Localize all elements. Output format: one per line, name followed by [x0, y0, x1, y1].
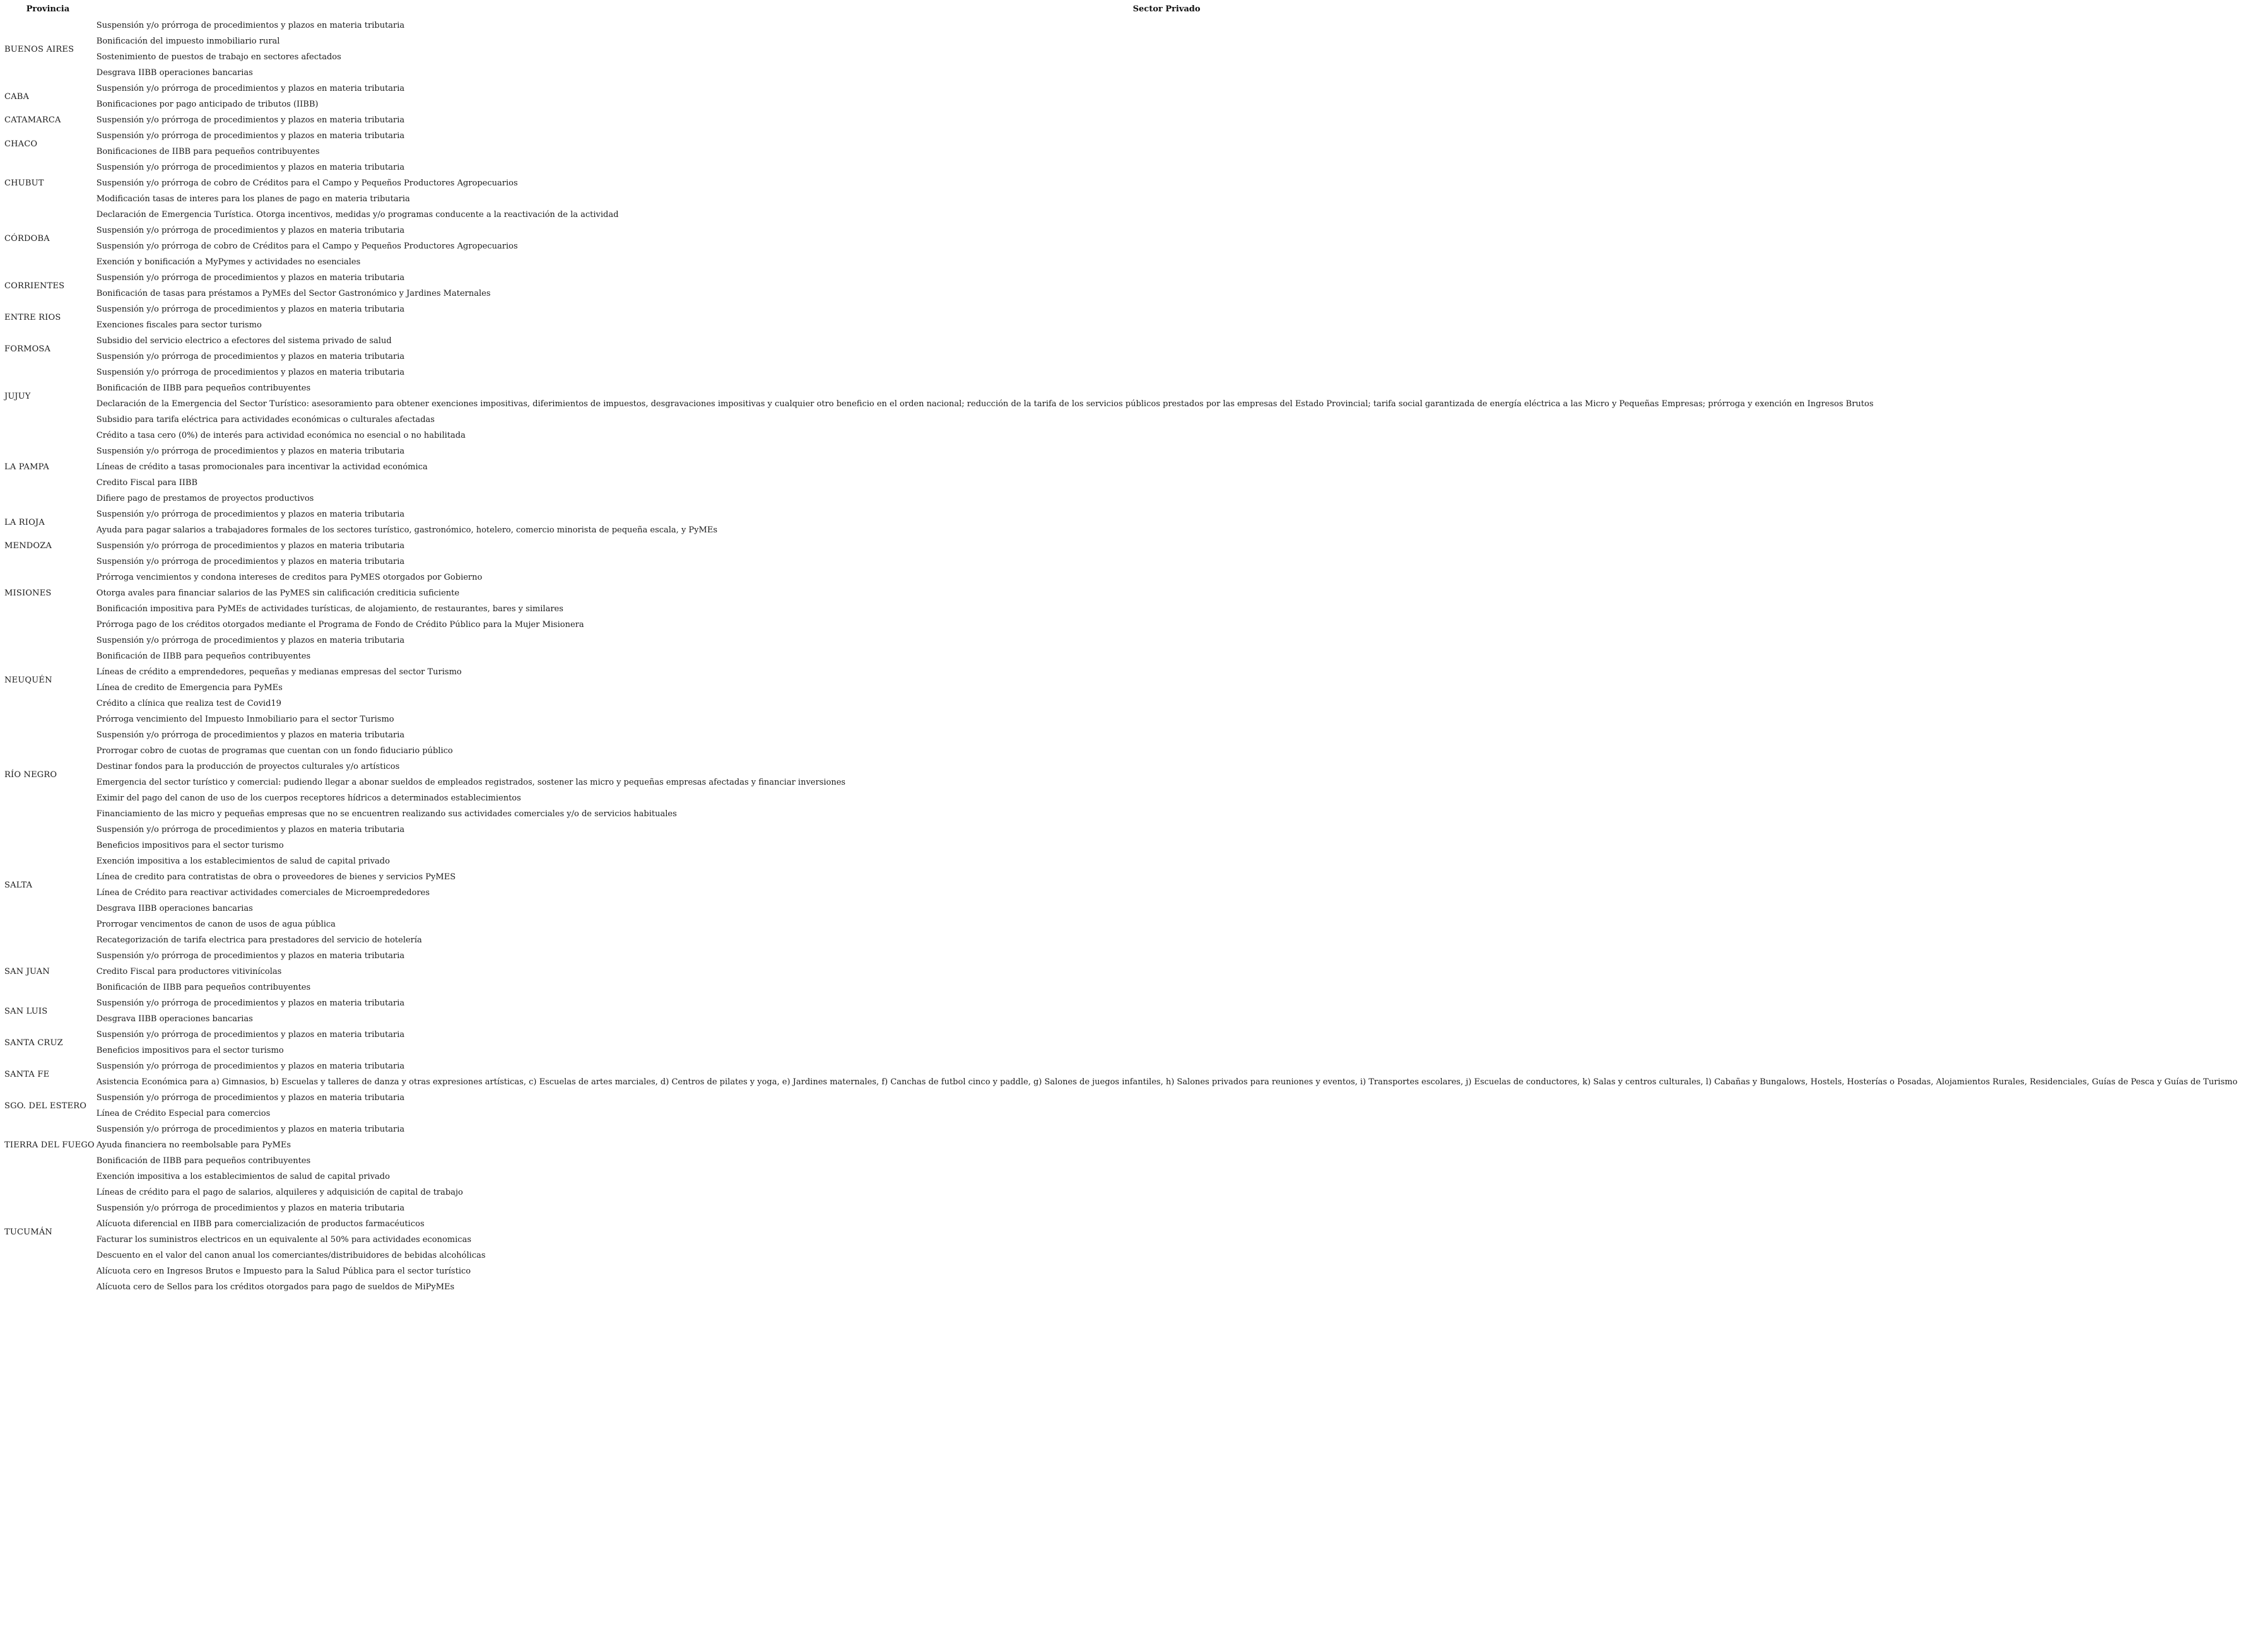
measure-cell: Desgrava IIBB operaciones bancarias [96, 1014, 253, 1024]
table-row [0, 1279, 2237, 1295]
table-row [0, 1185, 2237, 1200]
header-row [0, 0, 2237, 18]
measure-cell: Suspensión y/o prórroga de procedimientos y plazos en materia tributaria [96, 115, 405, 125]
measure-cell: Suspensión y/o prórroga de procedimientos y plazos en materia tributaria [96, 999, 405, 1008]
table-row [0, 317, 2237, 333]
table-row [0, 585, 2237, 601]
table-row [0, 917, 2237, 932]
measure-cell: Financiamiento de las micro y pequeñas empresas que no se encuentren realizando sus actividades comerciales y/o de servicios habituales [96, 809, 677, 819]
measure-cell: Bonificación de IIBB para pequeños contribuyentes [96, 1156, 311, 1166]
measure-cell: Bonificación de tasas para préstamos a PyMEs del Sector Gastronómico y Jardines Maternales [96, 289, 491, 298]
measure-cell: Recategorización de tarifa electrica para prestadores del servicio de hotelería [96, 935, 422, 945]
table-row [0, 1027, 2237, 1043]
measure-cell: Beneficios impositivos para el sector turismo [96, 841, 284, 850]
province-cell: SALTA [4, 880, 33, 890]
table-row [0, 932, 2237, 948]
province-cell: SAN JUAN [4, 967, 50, 976]
table-row [0, 1106, 2237, 1122]
table-row [0, 948, 2237, 964]
measure-cell: Suspensión y/o prórroga de procedimientos y plazos en materia tributaria [96, 510, 405, 519]
measure-cell: Suspensión y/o prórroga de procedimientos y plazos en materia tributaria [96, 730, 405, 740]
measure-cell: Declaración de la Emergencia del Sector Turístico: asesoramiento para obtener exenciones impositivas, diferimientos de impuestos, desgravaciones impositivas y cualquier otro beneficio en el orden nacional; reducción de la tarifa de los servicios públicos prestados por las empresas del Estado Provincial; tarifa social garantizada de energía eléctrica a las Micro y Pequeñas Empresas; prórroga y exención en Ingresos Brutos [96, 399, 1874, 409]
table-row [0, 648, 2237, 664]
province-cell: LA PAMPA [4, 462, 49, 472]
measure-cell: Suspensión y/o prórroga de procedimientos y plazos en materia tributaria [96, 305, 405, 314]
table-row [0, 128, 2237, 144]
measure-cell: Bonificaciones por pago anticipado de tributos (IIBB) [96, 100, 319, 109]
measure-cell: Suspensión y/o prórroga de procedimientos y plazos en materia tributaria [96, 21, 405, 30]
table-row [0, 18, 2237, 33]
table-row [0, 302, 2237, 317]
province-cell: MISIONES [4, 589, 52, 598]
measure-cell: Línea de credito para contratistas de obra o proveedores de bienes y servicios PyMES [96, 872, 456, 882]
table-row [0, 601, 2237, 617]
measure-cell: Prórroga vencimientos y condona intereses de creditos para PyMES otorgados por Gobierno [96, 573, 483, 582]
measure-cell: Destinar fondos para la producción de proyectos culturales y/o artísticos [96, 762, 400, 771]
measure-cell: Ayuda financiera no reembolsable para PyMEs [96, 1140, 291, 1150]
province-cell: JUJUY [4, 391, 31, 401]
table-body [0, 18, 2237, 1295]
measure-cell: Credito Fiscal para IIBB [96, 478, 198, 488]
province-cell: FORMOSA [4, 344, 51, 354]
measure-cell: Línea de credito de Emergencia para PyMEs [96, 683, 283, 693]
table-row [0, 664, 2237, 680]
measure-cell: Declaración de Emergencia Turística. Otorga incentivos, medidas y/o programas conducente a la reactivación de la actividad [96, 210, 619, 220]
table-row [0, 822, 2237, 838]
measure-cell: Asistencia Económica para a) Gimnasios, b) Escuelas y talleres de danza y otras expresiones artísticas, c) Escuelas de artes marciales, d) Centros de pilates y yoga, e) Jardines maternales, f) Canchas de futbol cinco y paddle, g) Salones de juegos infantiles, h) Salones privados para reuniones y eventos, i) Transportes escolares, j) Escuelas de conductores, k) Salas y centros culturales, l) Cabañas y Bungalows, Hostels, Hosterías o Posadas, Alojamientos Rurales, Residenciales, Guías de Pesca y Guías de Turismo [96, 1077, 2238, 1087]
measure-cell: Línea de Crédito para reactivar actividades comerciales de Microemprededores [96, 888, 430, 898]
table-row [0, 1263, 2237, 1279]
table-row [0, 1074, 2237, 1090]
province-cell: CHACO [4, 139, 38, 149]
measure-cell: Sostenimiento de puestos de trabajo en sectores afectados [96, 52, 341, 62]
table-row [0, 775, 2237, 790]
table-row [0, 286, 2237, 302]
measure-cell: Suspensión y/o prórroga de procedimientos y plazos en materia tributaria [96, 226, 405, 235]
measure-cell: Otorga avales para financiar salarios de las PyMES sin calificación crediticia suficiente [96, 589, 460, 598]
table-row [0, 459, 2237, 475]
table-row [0, 806, 2237, 822]
measure-cell: Suspensión y/o prórroga de procedimientos y plazos en materia tributaria [96, 825, 405, 835]
measure-cell: Suspensión y/o prórroga de procedimientos y plazos en materia tributaria [96, 163, 405, 172]
table-row [0, 633, 2237, 648]
table-row [0, 507, 2237, 522]
table-row [0, 980, 2237, 995]
table-row [0, 365, 2237, 380]
measure-cell: Líneas de crédito para el pago de salarios, alquileres y adquisición de capital de trabajo [96, 1188, 463, 1197]
measure-cell: Difiere pago de prestamos de proyectos productivos [96, 494, 314, 503]
measure-cell: Bonificación de IIBB para pequeños contribuyentes [96, 652, 311, 661]
measure-cell: Suspensión y/o prórroga de procedimientos y plazos en materia tributaria [96, 273, 405, 283]
table-row [0, 1122, 2237, 1137]
table-row [0, 112, 2237, 128]
table-row [0, 743, 2237, 759]
table-row [0, 680, 2237, 696]
province-cell: ENTRE RIOS [4, 312, 61, 322]
province-cell: LA RIOJA [4, 517, 45, 527]
measure-cell: Alícuota cero en Ingresos Brutos e Impuesto para la Salud Pública para el sector turístico [96, 1267, 471, 1276]
measure-cell: Crédito a tasa cero (0%) de interés para actividad económica no esencial o no habilitada [96, 431, 466, 440]
measure-cell: Prorrogar vencimentos de canon de usos de agua pública [96, 920, 336, 929]
table-row [0, 175, 2237, 191]
table-row [0, 33, 2237, 49]
measure-cell: Suspensión y/o prórroga de procedimientos y plazos en materia tributaria [96, 1062, 405, 1071]
table-row [0, 160, 2237, 175]
table-row [0, 333, 2237, 349]
table-row [0, 696, 2237, 712]
table-row [0, 349, 2237, 365]
measure-cell: Suspensión y/o prórroga de procedimientos y plazos en materia tributaria [96, 541, 405, 551]
province-cell: NEUQUÉN [4, 675, 52, 685]
measure-cell: Eximir del pago del canon de uso de los cuerpos receptores hídricos a determinados establecimientos [96, 794, 521, 803]
table-row [0, 428, 2237, 443]
table-row [0, 1169, 2237, 1185]
measure-cell: Suspensión y/o prórroga de procedimientos y plazos en materia tributaria [96, 951, 405, 961]
measure-cell: Bonificación del impuesto inmobiliario rural [96, 37, 280, 46]
province-cell: BUENOS AIRES [4, 44, 74, 54]
table-row [0, 207, 2237, 223]
province-cell: CORRIENTES [4, 281, 65, 291]
table-row [0, 538, 2237, 554]
measure-cell: Desgrava IIBB operaciones bancarias [96, 904, 253, 913]
table-row [0, 727, 2237, 743]
table-row [0, 81, 2237, 97]
table-row [0, 712, 2237, 727]
table-row [0, 1232, 2237, 1248]
province-column-header: Provincia [26, 4, 70, 14]
table-row [0, 995, 2237, 1011]
measure-cell: Suspensión y/o prórroga de procedimientos y plazos en materia tributaria [96, 368, 405, 377]
measure-cell: Línea de Crédito Especial para comercios [96, 1109, 271, 1118]
measure-cell: Facturar los suministros electricos en un equivalente al 50% para actividades economicas [96, 1235, 471, 1245]
measure-cell: Suspensión y/o prórroga de procedimientos y plazos en materia tributaria [96, 1204, 405, 1213]
measure-cell: Alícuota diferencial en IIBB para comercialización de productos farmacéuticos [96, 1219, 425, 1229]
measure-cell: Ayuda para pagar salarios a trabajadores formales de los sectores turístico, gastronómico, hotelero, comercio minorista de pequeña escala, y PyMEs [96, 525, 717, 535]
table-row [0, 570, 2237, 585]
measure-cell: Alícuota cero de Sellos para los créditos otorgados para pago de sueldos de MiPyMEs [96, 1282, 455, 1292]
measure-cell: Suspensión y/o prórroga de procedimientos y plazos en materia tributaria [96, 131, 405, 141]
measure-cell: Bonificación impositiva para PyMEs de actividades turísticas, de alojamiento, de restaurantes, bares y similares [96, 604, 563, 614]
table-row [0, 869, 2237, 885]
measure-cell: Emergencia del sector turístico y comercial: pudiendo llegar a abonar sueldos de empleados registrados, sostener las micro y pequeñas empresas afectadas y financiar inversiones [96, 778, 846, 787]
measure-cell: Exención impositiva a los establecimientos de salud de capital privado [96, 857, 390, 866]
measure-cell: Subsidio del servicio electrico a efectores del sistema privado de salud [96, 336, 392, 346]
table-row [0, 522, 2237, 538]
measure-cell: Bonificaciones de IIBB para pequeños contribuyentes [96, 147, 320, 156]
table-row [0, 443, 2237, 459]
measure-cell: Subsidio para tarifa eléctrica para actividades económicas o culturales afectadas [96, 415, 435, 425]
table-row [0, 1248, 2237, 1263]
table-row [0, 191, 2237, 207]
table-row [0, 1153, 2237, 1169]
measure-cell: Suspensión y/o prórroga de procedimientos y plazos en materia tributaria [96, 1093, 405, 1103]
table-row [0, 1200, 2237, 1216]
measure-cell: Descuento en el valor del canon anual los comerciantes/distribuidores de bebidas alcohólicas [96, 1251, 486, 1260]
measure-cell: Suspensión y/o prórroga de procedimientos y plazos en materia tributaria [96, 447, 405, 456]
table-row [0, 223, 2237, 238]
table-row [0, 554, 2237, 570]
province-cell: RÍO NEGRO [4, 770, 57, 780]
sector-column-header: Sector Privado [1132, 4, 1201, 14]
table-row [0, 491, 2237, 507]
province-cell: SAN LUIS [4, 1006, 48, 1016]
table-row [0, 412, 2237, 428]
province-cell: SANTA CRUZ [4, 1038, 63, 1048]
table-row [0, 238, 2237, 254]
measure-cell: Suspensión y/o prórroga de cobro de Créditos para el Campo y Pequeños Productores Agropecuarios [96, 179, 518, 188]
table-row [0, 254, 2237, 270]
measure-cell: Crédito a clínica que realiza test de Covid19 [96, 699, 281, 708]
table-row [0, 1137, 2237, 1153]
province-cell: MENDOZA [4, 541, 52, 551]
province-cell: CABA [4, 91, 30, 102]
table-row [0, 964, 2237, 980]
table-row [0, 380, 2237, 396]
table-row [0, 1090, 2237, 1106]
measure-cell: Prórroga vencimiento del Impuesto Inmobiliario para el sector Turismo [96, 715, 394, 724]
table-row [0, 270, 2237, 286]
measure-cell: Suspensión y/o prórroga de procedimientos y plazos en materia tributaria [96, 1125, 405, 1134]
measure-cell: Desgrava IIBB operaciones bancarias [96, 68, 253, 78]
table-row [0, 65, 2237, 81]
measure-cell: Exención impositiva a los establecimientos de salud de capital privado [96, 1172, 390, 1181]
measure-cell: Bonificación de IIBB para pequeños contribuyentes [96, 384, 311, 393]
table-row [0, 49, 2237, 65]
table-row [0, 144, 2237, 160]
province-cell: CÓRDOBA [4, 233, 50, 243]
measure-cell: Suspensión y/o prórroga de procedimientos y plazos en materia tributaria [96, 84, 405, 93]
measure-cell: Suspensión y/o prórroga de procedimientos y plazos en materia tributaria [96, 557, 405, 566]
table-row [0, 475, 2237, 491]
province-cell: SANTA FE [4, 1069, 50, 1079]
table-row [0, 97, 2237, 112]
table-row [0, 901, 2237, 917]
province-cell: SGO. DEL ESTERO [4, 1101, 87, 1111]
measure-cell: Suspensión y/o prórroga de procedimientos y plazos en materia tributaria [96, 636, 405, 645]
table-row [0, 885, 2237, 901]
province-cell: CHUBUT [4, 179, 44, 188]
table-row [0, 1043, 2237, 1058]
table-row [0, 617, 2237, 633]
table-row [0, 838, 2237, 853]
table-row [0, 396, 2237, 412]
measure-cell: Modificación tasas de interes para los planes de pago en materia tributaria [96, 194, 410, 204]
measure-cell: Prorrogar cobro de cuotas de programas que cuentan con un fondo fiduciario público [96, 746, 453, 756]
measure-cell: Exención y bonificación a MyPymes y actividades no esenciales [96, 257, 361, 267]
table-row [0, 853, 2237, 869]
province-cell: CATAMARCA [4, 115, 61, 125]
table-row [0, 759, 2237, 775]
table-row [0, 790, 2237, 806]
measure-cell: Beneficios impositivos para el sector turismo [96, 1046, 284, 1055]
measure-cell: Suspensión y/o prórroga de procedimientos y plazos en materia tributaria [96, 352, 405, 361]
measure-cell: Suspensión y/o prórroga de procedimientos y plazos en materia tributaria [96, 1030, 405, 1040]
table-row [0, 1216, 2237, 1232]
measure-cell: Credito Fiscal para productores vitivinícolas [96, 967, 282, 976]
measure-cell: Líneas de crédito a emprendedores, pequeñas y medianas empresas del sector Turismo [96, 667, 462, 677]
table-row [0, 1011, 2237, 1027]
table-row [0, 1058, 2237, 1074]
province-cell: TUCUMÁN [4, 1227, 53, 1237]
measure-cell: Exenciones fiscales para sector turismo [96, 320, 262, 330]
measure-cell: Líneas de crédito a tasas promocionales para incentivar la actividad económica [96, 462, 428, 472]
measure-cell: Suspensión y/o prórroga de cobro de Créditos para el Campo y Pequeños Productores Agropecuarios [96, 242, 518, 251]
measure-cell: Prórroga pago de los créditos otorgados mediante el Programa de Fondo de Crédito Público para la Mujer Misionera [96, 620, 584, 630]
province-cell: TIERRA DEL FUEGO [4, 1140, 95, 1150]
measure-cell: Bonificación de IIBB para pequeños contribuyentes [96, 983, 311, 992]
